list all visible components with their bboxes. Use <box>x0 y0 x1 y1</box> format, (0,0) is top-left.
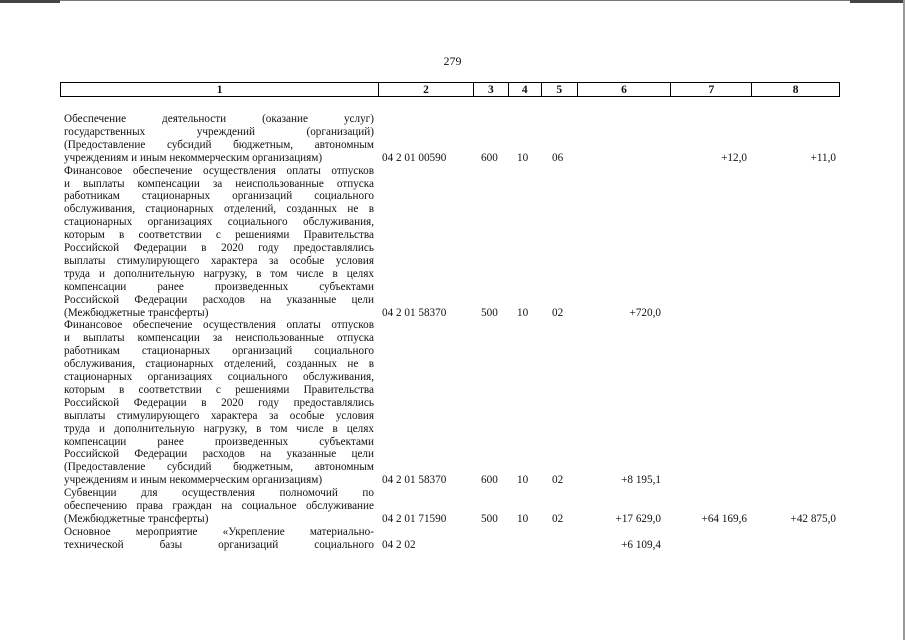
description-line: Финансовое обеспечение осуществления оплаты отпусков <box>64 164 374 177</box>
scan-mark-left <box>0 0 60 3</box>
amount-col8-cell: +42 875,0 <box>790 512 836 525</box>
description-line: обслуживания, стационарных отделений, созданных не в <box>64 203 374 216</box>
description-line: (Предоставление субсидий бюджетным, автономным <box>64 138 374 151</box>
subsection-cell: 02 <box>552 474 564 487</box>
table-header-row <box>60 82 840 97</box>
description-line: и выплаты компенсации за неиспользованные отпуска <box>64 177 374 190</box>
row-description <box>64 526 374 552</box>
description-line: (Межбюджетные трансферты) <box>64 306 209 319</box>
amount-col6-cell: +8 195,1 <box>621 474 661 487</box>
description-line: обслуживания, стационарных отделений, созданных не в <box>64 358 374 371</box>
amount-col6-cell: +17 629,0 <box>615 512 661 525</box>
budget-code-cell: 04 2 02 <box>382 538 416 551</box>
section-cell: 10 <box>517 151 529 164</box>
description-line: (Межбюджетные трансферты) <box>64 512 209 525</box>
description-line: учреждениям и иным некоммерческим организациям) <box>64 151 323 164</box>
description-line: Российской Федерации расходов на указанные цели <box>64 293 374 306</box>
description-line: обеспечению права граждан на социальное обслуживание <box>64 500 374 512</box>
description-line: выплаты стимулирующего характера за особые условия <box>64 254 374 267</box>
budget-code-cell: 04 2 01 71590 <box>382 512 447 525</box>
description-line: Российской Федерации в 2020 году предоставлялись <box>64 242 374 255</box>
header-col-2: 2 <box>378 83 473 96</box>
row-description <box>64 113 374 165</box>
header-col-7: 7 <box>670 83 751 96</box>
row-description <box>64 487 374 526</box>
subsection-cell: 06 <box>552 151 564 164</box>
description-line: стационарных организациях социального обслуживания, <box>64 216 374 229</box>
amount-col8-cell: +11,0 <box>810 151 836 164</box>
description-line: учреждениям и иным некоммерческим организациям) <box>64 474 323 487</box>
description-line: Российской Федерации расходов на указанные цели <box>64 448 374 461</box>
section-cell: 10 <box>517 474 529 487</box>
header-col-8: 8 <box>751 83 839 96</box>
description-line: технической базы организаций социального <box>64 538 374 551</box>
expense-type-cell: 600 <box>481 474 498 487</box>
description-line: Финансовое обеспечение осуществления оплаты отпусков <box>64 319 374 332</box>
description-line: которым в соответствии с решениями Правительства <box>64 229 374 242</box>
description-line: Российской Федерации в 2020 году предоставлялись <box>64 396 374 409</box>
description-line: Субвенции для осуществления полномочий по <box>64 487 374 500</box>
header-col-5: 5 <box>541 83 577 96</box>
row-description <box>64 319 374 487</box>
description-line: выплаты стимулирующего характера за особые условия <box>64 409 374 422</box>
scan-mark-right <box>850 0 905 3</box>
amount-col7-cell: +12,0 <box>721 151 747 164</box>
description-line: компенсации ранее произведенных субъектами <box>64 435 374 448</box>
amount-col6-cell: +6 109,4 <box>621 538 661 551</box>
description-line: труда и дополнительную нагрузку, в том числе в целях <box>64 267 374 280</box>
description-line: работникам стационарных организаций социального <box>64 345 374 358</box>
description-line: труда и дополнительную нагрузку, в том числе в целях <box>64 422 374 435</box>
budget-code-cell: 04 2 01 58370 <box>382 306 447 319</box>
description-line: Основное мероприятие «Укрепление материально- <box>64 525 374 538</box>
expense-type-cell: 600 <box>481 151 498 164</box>
budget-code-cell: 04 2 01 58370 <box>382 474 447 487</box>
description-line: (Предоставление субсидий бюджетным, автономным <box>64 461 374 474</box>
description-line: работникам стационарных организаций социального <box>64 190 374 203</box>
row-description <box>64 165 374 320</box>
header-col-4: 4 <box>508 83 541 96</box>
header-col-6: 6 <box>577 83 671 96</box>
page-number: 279 <box>443 54 462 68</box>
description-line: государственных учреждений (организаций) <box>64 125 374 138</box>
subsection-cell: 02 <box>552 512 564 525</box>
description-line: Обеспечение деятельности (оказание услуг) <box>64 113 374 125</box>
description-line: и выплаты компенсации за неиспользованные отпуска <box>64 332 374 345</box>
expense-type-cell: 500 <box>481 512 498 525</box>
section-cell: 10 <box>517 306 529 319</box>
description-line: компенсации ранее произведенных субъектами <box>64 280 374 293</box>
description-line: стационарных организациях социального обслуживания, <box>64 371 374 384</box>
amount-col7-cell: +64 169,6 <box>701 512 747 525</box>
header-col-1: 1 <box>216 84 223 96</box>
expense-type-cell: 500 <box>481 306 498 319</box>
budget-code-cell: 04 2 01 00590 <box>382 151 447 164</box>
subsection-cell: 02 <box>552 306 564 319</box>
header-col-3: 3 <box>473 83 508 96</box>
description-line: которым в соответствии с решениями Правительства <box>64 383 374 396</box>
page-top-edge <box>0 0 905 5</box>
section-cell: 10 <box>517 512 529 525</box>
amount-col6-cell: +720,0 <box>629 306 661 319</box>
